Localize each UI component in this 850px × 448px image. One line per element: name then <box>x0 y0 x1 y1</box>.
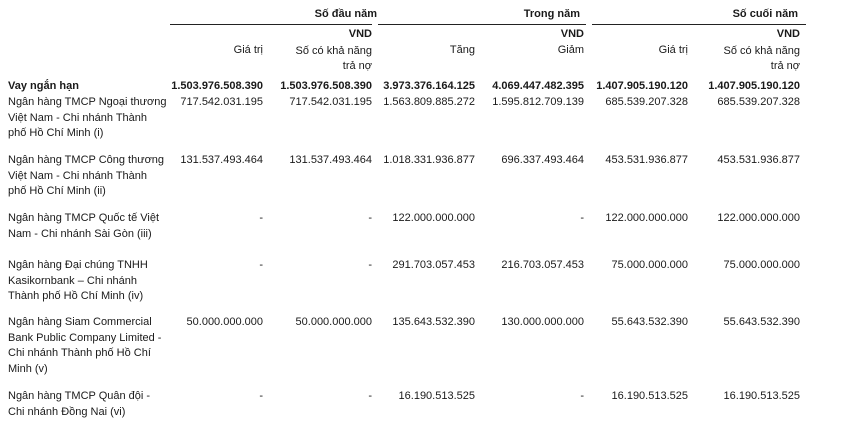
row-3-cell-5: 122.000.000.000 <box>717 212 800 224</box>
row-3-cell-4: 122.000.000.000 <box>605 212 688 224</box>
group-header-closing: Số cuối năm <box>732 8 798 20</box>
col-header-closing-value: Giá trị <box>658 44 688 56</box>
group-header-opening: Số đầu năm <box>314 8 377 20</box>
row-label-bank: Ngân hàng TMCP Quốc tế Việt Nam - Chi nhánh Sài Gòn (iii) <box>8 212 160 240</box>
row-6-cell-1: - <box>368 390 372 402</box>
row-0-cell-3: 4.069.447.482.395 <box>492 80 584 92</box>
row-1-cell-0: 717.542.031.195 <box>180 96 263 108</box>
row-1-cell-2: 1.563.809.885.272 <box>383 96 475 108</box>
row-label-bank: Ngân hàng Siam Commercial Bank Public Company Limited - Chi nhánh Thành phố Hồ Chí Minh (v) <box>8 316 162 375</box>
col-header-increase: Tăng <box>449 44 475 56</box>
row-3-cell-1: - <box>368 212 372 224</box>
row-5-cell-3: 130.000.000.000 <box>501 316 584 328</box>
row-1-cell-1: 717.542.031.195 <box>289 96 372 108</box>
row-label-bank: Ngân hàng TMCP Công thương Việt Nam - Chi nhánh Thành phố Hồ Chí Minh (ii) <box>8 154 165 197</box>
col-header-opening-value: Giá trị <box>233 44 263 56</box>
row-3-cell-0: - <box>259 212 263 224</box>
row-1-cell-3: 1.595.812.709.139 <box>492 96 584 108</box>
group-header-during: Trong năm <box>523 8 580 20</box>
row-4-cell-5: 75.000.000.000 <box>723 259 800 271</box>
row-2-cell-5: 453.531.936.877 <box>717 154 800 166</box>
row-5-cell-2: 135.643.532.390 <box>392 316 475 328</box>
row-4-cell-1: - <box>368 259 372 271</box>
row-label-bank: Ngân hàng Đại chúng TNHH Kasikornbank – Chi nhánh Thành phố Hồ Chí Minh (iv) <box>8 259 148 302</box>
row-6-cell-4: 16.190.513.525 <box>611 390 688 402</box>
header-rule-during <box>378 24 586 25</box>
row-4-cell-0: - <box>259 259 263 271</box>
row-6-cell-0: - <box>259 390 263 402</box>
currency-label-closing: VND <box>776 28 800 40</box>
row-1-cell-4: 685.539.207.328 <box>605 96 688 108</box>
row-label-bank: Ngân hàng TMCP Quân đội - Chi nhánh Đồng Nai (vi) <box>8 390 151 418</box>
row-3-cell-3: - <box>580 212 584 224</box>
row-0-cell-0: 1.503.976.508.390 <box>171 80 263 92</box>
row-5-cell-4: 55.643.532.390 <box>611 316 688 328</box>
row-2-cell-4: 453.531.936.877 <box>605 154 688 166</box>
row-4-cell-2: 291.703.057.453 <box>392 259 475 271</box>
row-5-cell-0: 50.000.000.000 <box>186 316 263 328</box>
row-0-cell-4: 1.407.905.190.120 <box>596 80 688 92</box>
col-header-opening-repayable: Số có khả năng trả nợ <box>295 45 372 72</box>
col-header-decrease: Giảm <box>557 44 584 56</box>
header-rule-opening <box>170 24 372 25</box>
currency-label-during: VND <box>560 28 584 40</box>
row-6-cell-5: 16.190.513.525 <box>723 390 800 402</box>
row-4-cell-3: 216.703.057.453 <box>501 259 584 271</box>
row-1-cell-5: 685.539.207.328 <box>717 96 800 108</box>
row-label-bank: Ngân hàng TMCP Ngoại thương Việt Nam - Chi nhánh Thành phố Hồ Chí Minh (i) <box>8 96 167 139</box>
row-0-cell-5: 1.407.905.190.120 <box>708 80 800 92</box>
row-label-total: Vay ngắn hạn <box>8 80 79 92</box>
row-6-cell-2: 16.190.513.525 <box>398 390 475 402</box>
row-5-cell-5: 55.643.532.390 <box>723 316 800 328</box>
row-5-cell-1: 50.000.000.000 <box>295 316 372 328</box>
col-header-closing-repayable: Số có khả năng trả nợ <box>723 45 800 72</box>
row-0-cell-1: 1.503.976.508.390 <box>280 80 372 92</box>
header-rule-closing <box>592 24 806 25</box>
row-2-cell-1: 131.537.493.464 <box>289 154 372 166</box>
row-2-cell-0: 131.537.493.464 <box>180 154 263 166</box>
row-2-cell-3: 696.337.493.464 <box>501 154 584 166</box>
row-6-cell-3: - <box>580 390 584 402</box>
currency-label-opening: VND <box>348 28 372 40</box>
row-3-cell-2: 122.000.000.000 <box>392 212 475 224</box>
row-2-cell-2: 1.018.331.936.877 <box>383 154 475 166</box>
row-4-cell-4: 75.000.000.000 <box>611 259 688 271</box>
row-0-cell-2: 3.973.376.164.125 <box>383 80 475 92</box>
